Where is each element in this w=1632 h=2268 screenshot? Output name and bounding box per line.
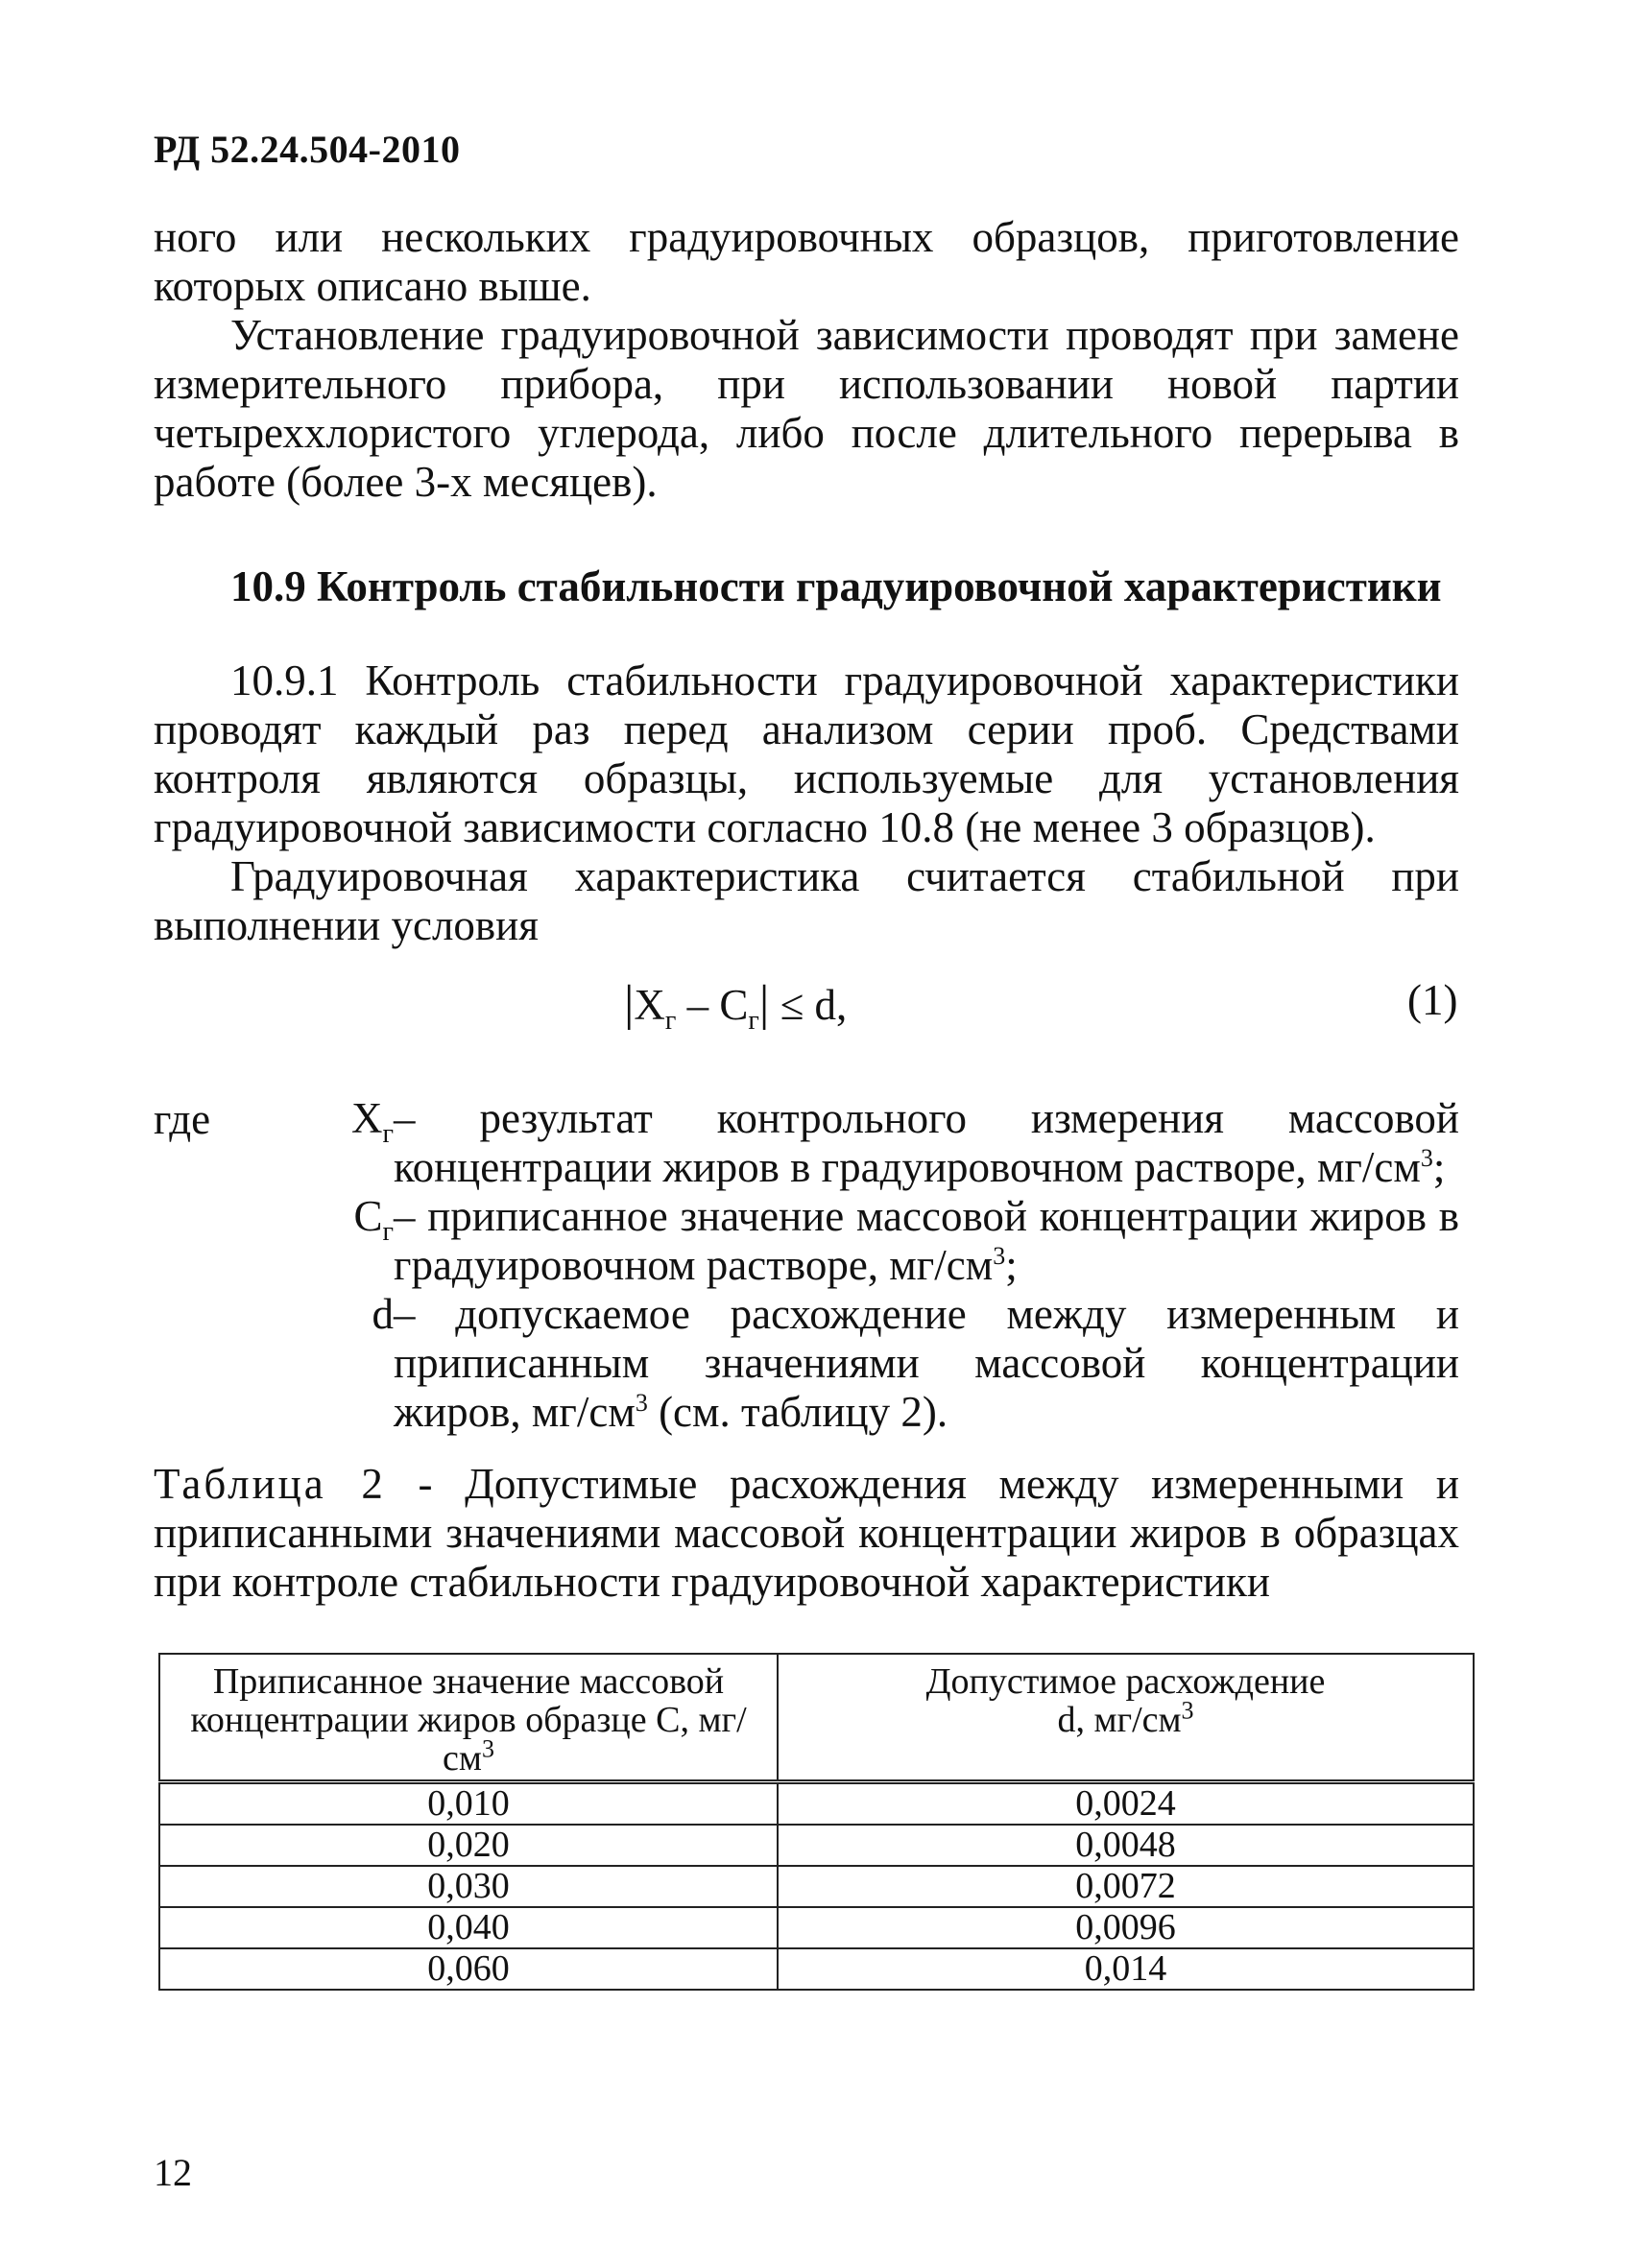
formula-c-symbol: C (719, 981, 749, 1029)
cell-assigned-value: 0,020 (159, 1825, 778, 1866)
definition-c (353, 1192, 1459, 1290)
cell-tolerance: 0,0024 (778, 1782, 1474, 1826)
definition-symbol (372, 1290, 395, 1339)
symbol-subscript: г (382, 1119, 394, 1149)
column-header-assigned-value (159, 1654, 778, 1782)
unit-superscript: 3 (993, 1242, 1006, 1270)
symbol-letter: C (353, 1192, 383, 1240)
abs-bar-right: | (758, 976, 770, 1031)
table-header-row (159, 1654, 1474, 1782)
definition-tail: ; (1432, 1143, 1446, 1191)
definition-tail: ; (1005, 1241, 1018, 1289)
section-heading: 10.9 Контроль стабильности градуировочной характеристики (230, 562, 1442, 610)
definition-symbol (351, 1094, 394, 1158)
column-header-tolerance (778, 1654, 1474, 1782)
table-row (159, 1948, 1474, 1990)
definition-text: – допускаемое расхождение между измеренным и приписанным значениями массовой концентрации жиров, мг/см (394, 1290, 1459, 1436)
paragraph-continuation: ного или нескольких градуировочных образцов, приготовление которых описано выше. (154, 213, 1459, 310)
definition-symbol (354, 1192, 395, 1256)
cell-tolerance: 0,0072 (778, 1866, 1474, 1907)
paragraph-calibration-renewal: Установление градуировочной зависимости проводят при замене измерительного прибора, при использовании новой партии четыреххлористого углерода, либо после длительного перерыва в работе (более 3-х месяцев). (154, 311, 1459, 506)
definition-text: – результат контрольного измерения массовой концентрации жиров в градуировочном растворе, мг/см (394, 1094, 1459, 1191)
paragraph-10-9-1: 10.9.1 Контроль стабильности градуировочной характеристики проводят каждый раз перед анализом серии проб. Средствами контроля являются образцы, используемые для установления градуировочной зависимости согласно 10.8 (не менее 3 образцов). (154, 657, 1459, 851)
abs-bar-left: | (624, 976, 635, 1031)
paragraph-stability-condition: Градуировочная характеристика считается стабильной при выполнении условия (154, 852, 1459, 949)
table-row (159, 1825, 1474, 1866)
table-row (159, 1907, 1474, 1948)
header-text: d, мг/см (1057, 1700, 1182, 1740)
unit-superscript: 3 (635, 1389, 648, 1417)
formula-rhs: ≤ d, (769, 981, 848, 1029)
cell-assigned-value: 0,060 (159, 1948, 778, 1990)
formula-minus: – (676, 981, 720, 1029)
header-text: Допустимое расхождение (925, 1661, 1326, 1702)
table-caption-text: - Допустимые расхождения между измеренными и приписанными значениями массовой концентрации жиров в образцах при контроле стабильности градуировочной характеристики (154, 1460, 1459, 1606)
definition-text: – приписанное значение массовой концентрации жиров в градуировочном растворе, мг/см (394, 1192, 1459, 1289)
equation-number: (1) (1407, 976, 1458, 1024)
cell-assigned-value: 0,010 (159, 1782, 778, 1826)
table-caption-label: Таблица 2 (154, 1460, 386, 1508)
cell-tolerance: 0,0096 (778, 1907, 1474, 1948)
table-row (159, 1782, 1474, 1826)
table-caption (154, 1460, 1459, 1607)
definition-tail: (см. таблицу 2). (647, 1388, 948, 1436)
document-code: РД 52.24.504-2010 (154, 128, 461, 171)
table-row (159, 1866, 1474, 1907)
cell-assigned-value: 0,030 (159, 1866, 778, 1907)
cell-tolerance: 0,014 (778, 1948, 1474, 1990)
formula-x-symbol: X (634, 981, 665, 1029)
unit-superscript: 3 (481, 1734, 494, 1763)
definition-d (372, 1290, 1459, 1437)
where-word: где (154, 1095, 211, 1143)
formula-1 (624, 975, 847, 1037)
symbol-letter: d (372, 1290, 394, 1338)
symbol-subscript: г (382, 1217, 394, 1247)
header-text: Приписанное значение массовой концентрации жиров образце С, мг/см (190, 1661, 747, 1779)
unit-superscript: 3 (1420, 1144, 1433, 1172)
formula-c-subscript: г (748, 1006, 759, 1036)
formula-x-subscript: г (664, 1006, 677, 1036)
page-number: 12 (154, 2151, 192, 2194)
tolerance-table (158, 1653, 1475, 1991)
symbol-letter: X (351, 1094, 383, 1142)
definition-x (351, 1094, 1459, 1192)
unit-superscript: 3 (1181, 1696, 1194, 1725)
cell-assigned-value: 0,040 (159, 1907, 778, 1948)
cell-tolerance: 0,0048 (778, 1825, 1474, 1866)
